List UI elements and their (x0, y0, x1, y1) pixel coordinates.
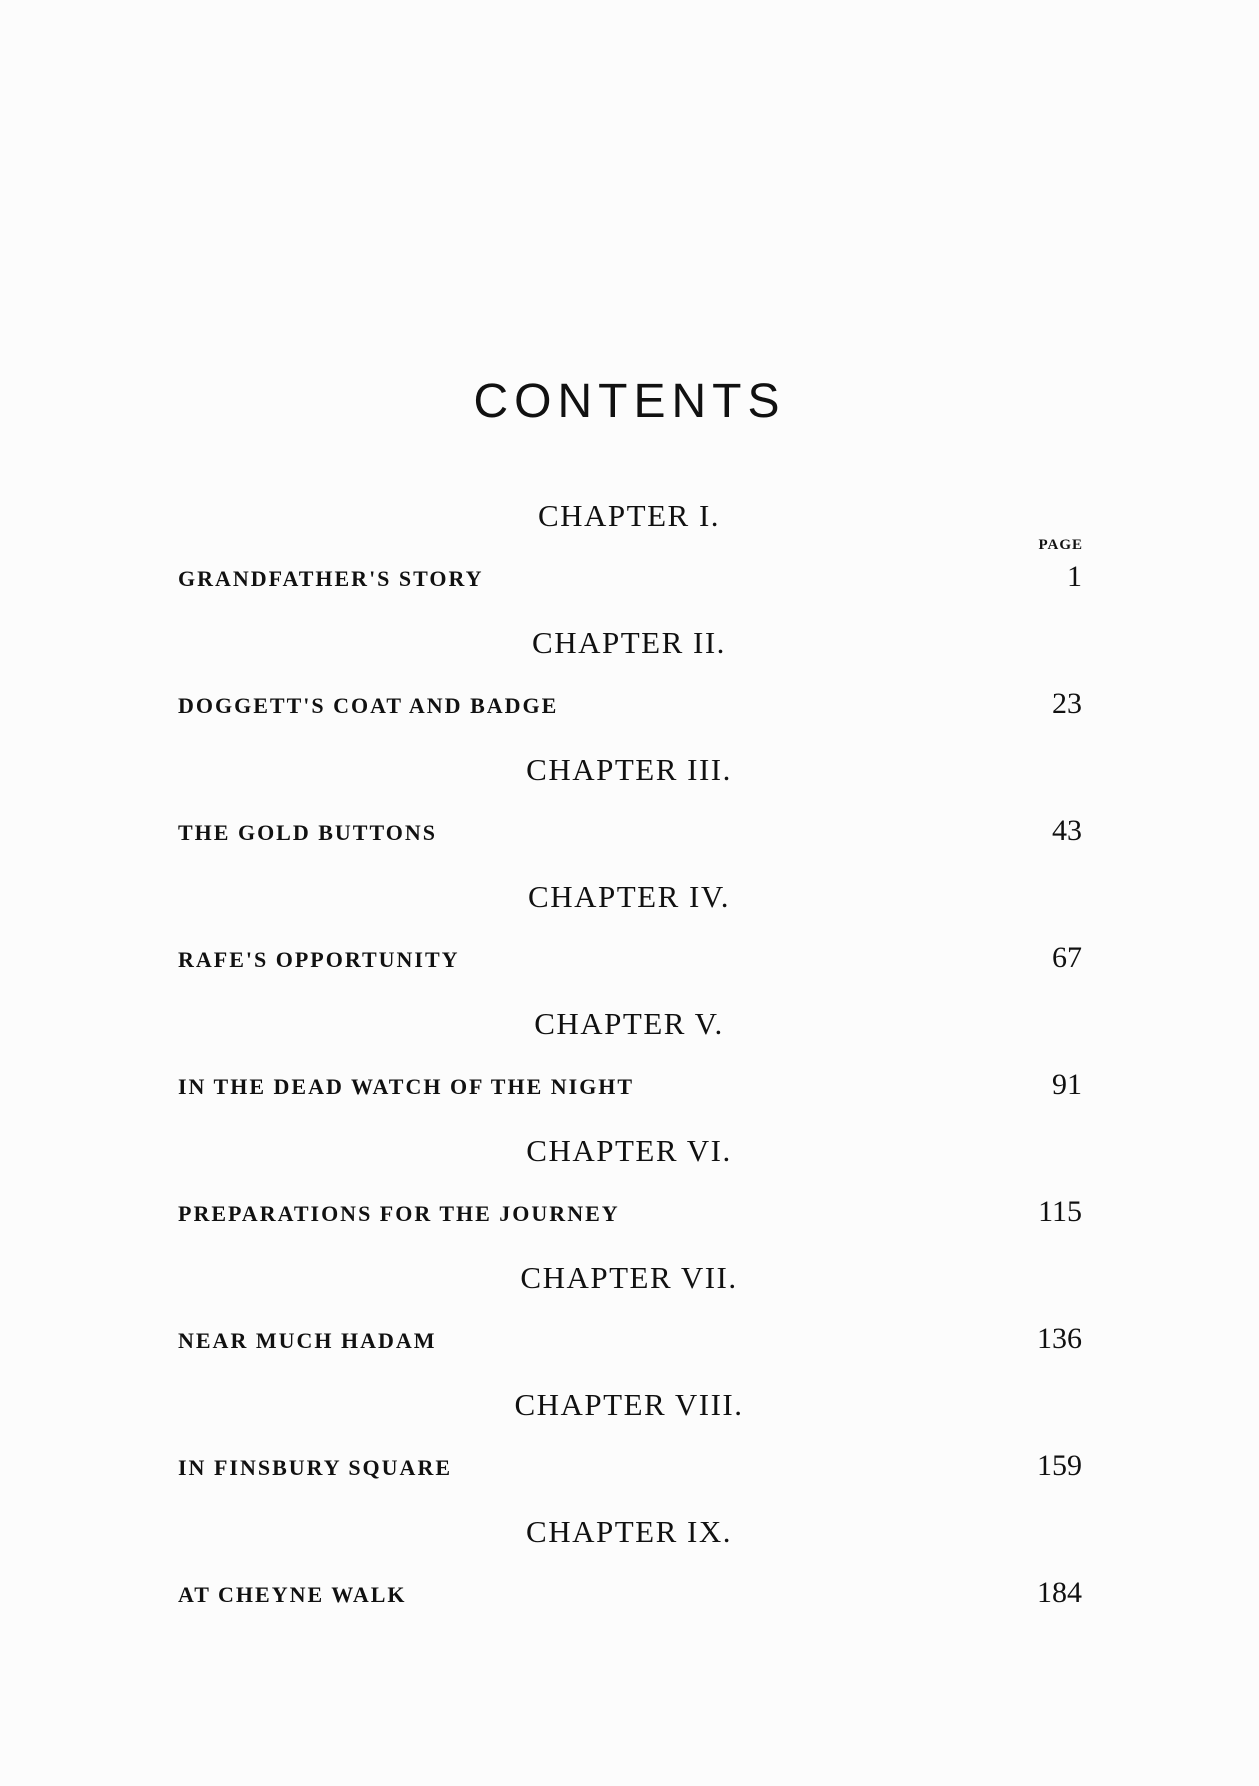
chapter-row (170, 1324, 1088, 1358)
chapter-number: CHAPTER II. (532, 625, 726, 660)
chapter-entry (170, 1135, 1088, 1245)
chapter-number: CHAPTER III. (526, 752, 732, 787)
chapter-page-number: 1 (1067, 560, 1082, 593)
chapter-row (170, 1197, 1088, 1231)
chapter-row (170, 816, 1088, 850)
chapter-number: CHAPTER IX. (526, 1514, 732, 1549)
chapter-title: NEAR MUCH HADAM (178, 1328, 437, 1353)
chapter-title: IN THE DEAD WATCH OF THE NIGHT (178, 1074, 635, 1099)
chapter-title: THE GOLD BUTTONS (178, 820, 437, 845)
chapter-number: CHAPTER V. (534, 1006, 724, 1041)
chapter-entry (170, 1262, 1088, 1372)
chapter-page-number: 115 (1038, 1195, 1082, 1228)
chapter-number: CHAPTER IV. (528, 879, 730, 914)
chapter-page-number: 91 (1052, 1068, 1082, 1101)
chapter-entry (170, 1389, 1088, 1499)
contents-heading: CONTENTS (473, 375, 786, 428)
chapter-title: RAFE'S OPPORTUNITY (178, 947, 460, 972)
chapter-page-number: 43 (1052, 814, 1082, 847)
chapter-page-number: 67 (1052, 941, 1082, 974)
chapter-page-number: 184 (1037, 1576, 1082, 1609)
chapter-title: AT CHEYNE WALK (178, 1582, 407, 1607)
chapter-row (170, 1451, 1088, 1485)
chapter-row (170, 1578, 1088, 1612)
chapter-title: DOGGETT'S COAT AND BADGE (178, 693, 559, 718)
chapter-entry (170, 881, 1088, 991)
chapter-page-number: 159 (1037, 1449, 1082, 1482)
chapter-title: GRANDFATHER'S STORY (178, 566, 484, 591)
chapter-row (170, 689, 1088, 723)
chapter-entry (170, 1516, 1088, 1626)
chapter-entry (170, 1008, 1088, 1118)
chapter-title: IN FINSBURY SQUARE (178, 1455, 453, 1480)
chapter-row (170, 562, 1088, 596)
chapter-number: CHAPTER VIII. (514, 1387, 744, 1422)
chapter-entry (170, 627, 1088, 737)
chapter-title: PREPARATIONS FOR THE JOURNEY (178, 1201, 620, 1226)
chapter-number: CHAPTER I. (537, 498, 721, 533)
chapter-row (170, 1070, 1088, 1104)
chapter-number: CHAPTER VI. (526, 1133, 732, 1168)
chapter-entry (170, 500, 1088, 610)
chapter-row (170, 943, 1088, 977)
page-column-label: PAGE (1038, 537, 1083, 553)
chapter-page-number: 136 (1037, 1322, 1082, 1355)
chapter-entry (170, 754, 1088, 864)
chapter-number: CHAPTER VII. (520, 1260, 738, 1295)
chapter-page-number: 23 (1052, 687, 1082, 720)
